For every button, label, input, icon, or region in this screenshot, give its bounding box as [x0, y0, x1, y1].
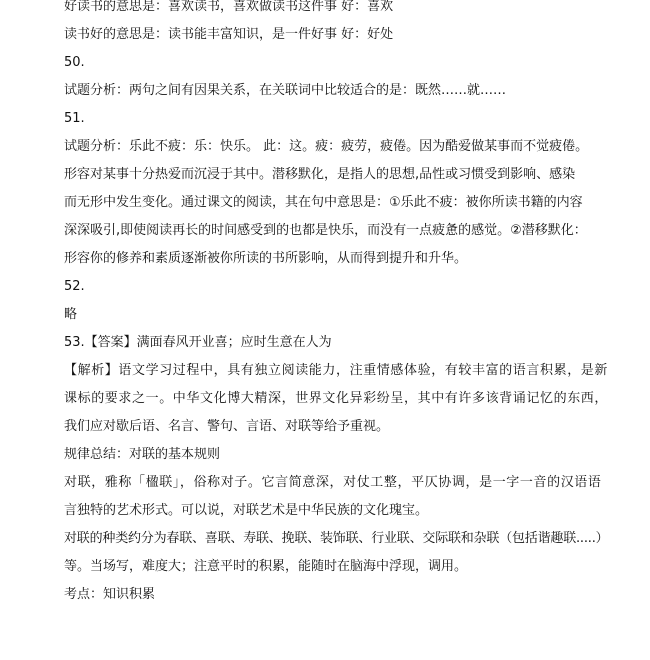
- text-line-couplet-types: 对联的种类约分为春联、喜联、寿联、挽联、装饰联、行业联、交际联和杂联（包括谐趣联.....）: [64, 531, 609, 546]
- rule-summary-heading: 规律总结：对联的基本规则: [64, 447, 221, 462]
- text-line-explanation-3: 我们应对歇后语、名言、警句、言语、对联等给予重视。: [64, 419, 390, 434]
- text-line-explanation-2: 课标的要求之一。中华文化博大精深，世界文化异彩纷呈，其中有许多该背诵记忆的东西，: [64, 391, 609, 406]
- answer-53: 53.【答案】满面春风开业喜；应时生意在人为: [64, 335, 332, 350]
- question-number-52: 52.: [64, 279, 85, 294]
- question-number-50: 50.: [64, 55, 85, 70]
- text-line-analysis-51-2: 形容对某事十分热爱而沉浸于其中。潜移默化，是指人的思想,品性或习惯受到影响、感染: [64, 167, 576, 182]
- text-line-analysis-50: 试题分析：两句之间有因果关系，在关联词中比较适合的是：既然……就……: [64, 83, 507, 98]
- text-line-couplet-2: 言独特的艺术形式。可以说，对联艺术是中华民族的文化瑰宝。: [64, 503, 429, 518]
- text-line-couplet-1: 对联，雅称「楹联」，俗称对子。它言简意深，对仗工整，平仄协调，是一字一音的汉语语: [64, 475, 602, 490]
- text-line-explanation-1: 【解析】语文学习过程中，具有独立阅读能力，注重情感体验，有较丰富的语言积累，是新: [64, 363, 609, 378]
- text-line-omitted: 略: [64, 307, 78, 322]
- question-number-51: 51.: [64, 111, 85, 126]
- knowledge-point: 考点：知识积累: [64, 587, 156, 602]
- text-line-couplet-tips: 等。当场写，难度大；注意平时的积累，能随时在脑海中浮现，调用。: [64, 559, 468, 574]
- text-line-analysis-51-5: 形容你的修养和素质逐渐被你所读的书所影响，从而得到提升和升华。: [64, 251, 468, 266]
- text-line-analysis-51-4: 深深吸引,即使阅读再长的时间感受到的也都是快乐，而没有一点疲惫的感觉。②潜移默化：: [64, 223, 587, 238]
- text-line-analysis-51-3: 而无形中发生变化。通过课文的阅读，其在句中意思是：①乐此不疲：被你所读书籍的内容: [64, 195, 583, 210]
- text-line-analysis-51-1: 试题分析：乐此不疲：乐：快乐。 此：这。疲：疲劳，疲倦。因为酷爱做某事而不觉疲倦。: [64, 139, 589, 154]
- text-line-1: 好读书的意思是：喜欢读书，喜欢做读书这件事 好：喜欢: [64, 0, 394, 14]
- text-line-2: 读书好的意思是：读书能丰富知识，是一件好事 好：好处: [64, 27, 394, 42]
